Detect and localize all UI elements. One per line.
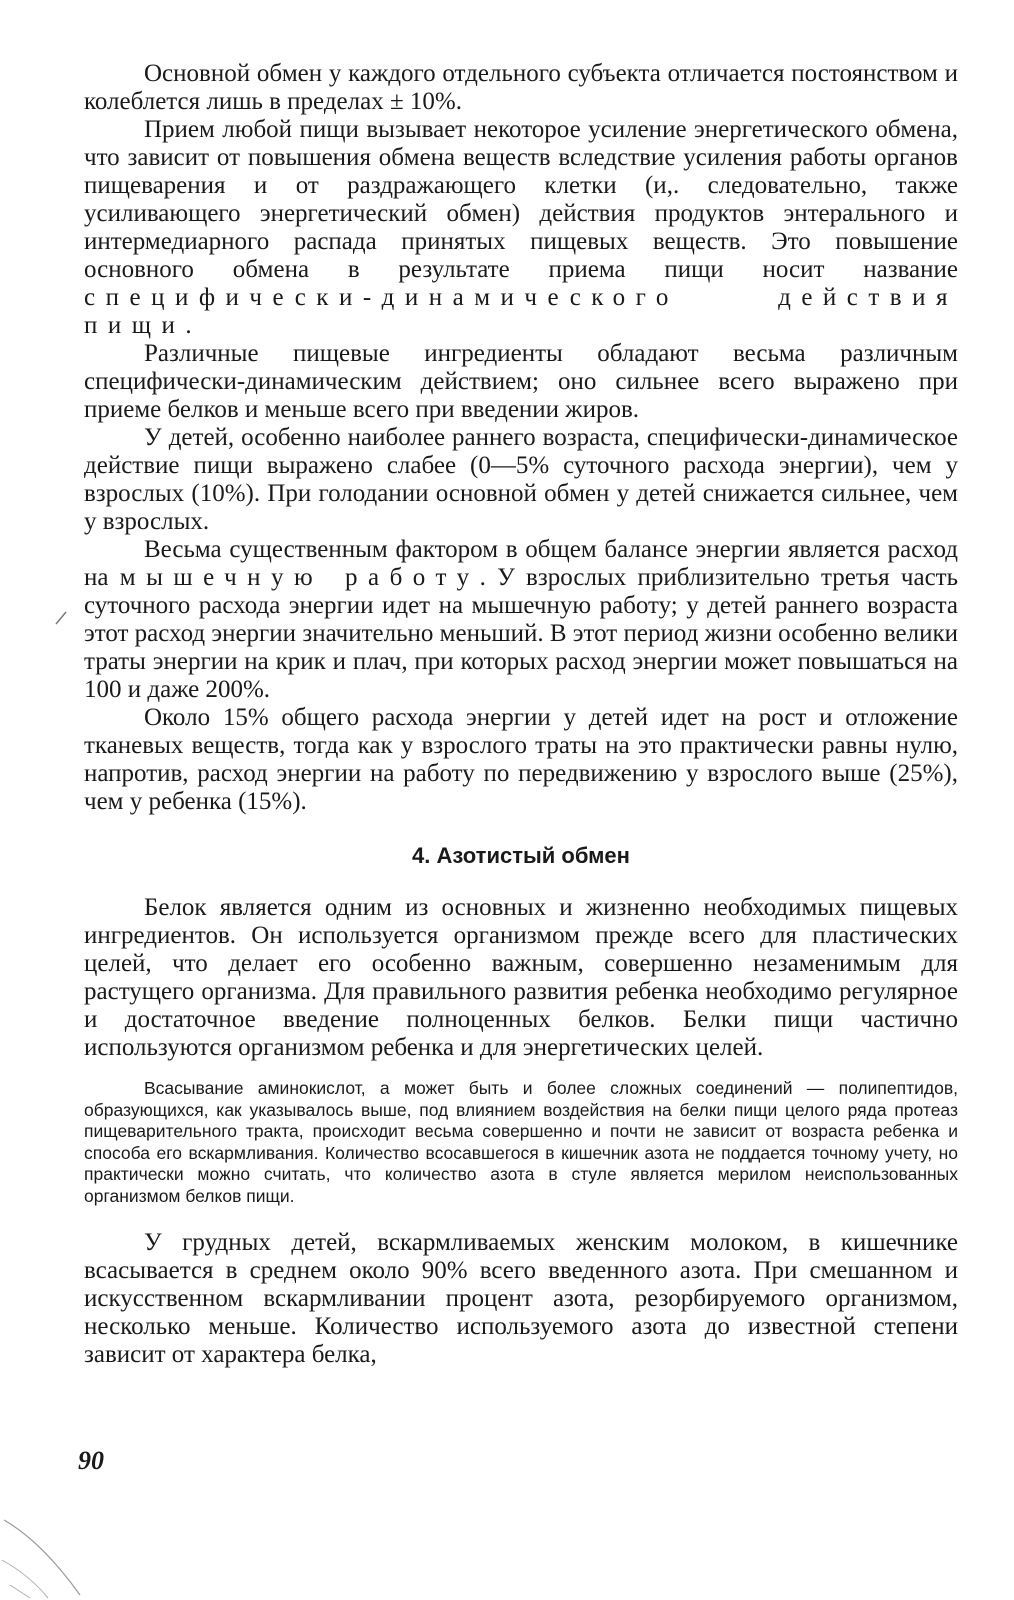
paragraph-growth-energy: Около 15% общего расхода энергии у детей идет на рост и отложение тканевых веществ, тогда как у взрослого траты на это практически равны нулю, напротив, расход энергии на работу по передвижению у взрослого выше (25%), чем у ребенка (15%). <box>84 704 958 815</box>
paragraph-text: Прием любой пищи вызывает некоторое усиление энергетического обмена, что зависит от повышения обмена веществ вследствие усиления работы органов пищеварения и от раздражающего клетки (и,. следовательно, также усиливающего энергетический обмен) действия продуктов энтерального и интермедиарного распада принятых пищевых веществ. Это повышение основного обмена в результате приема пищи носит название <box>84 116 958 283</box>
paragraph-protein: Белок является одним из основных и жизненно необходимых пищевых ингредиентов. Он используется организмом прежде всего для пластических целей, что делает его особенно важным, совершенно незаменимым для растущего организма. Для правильного развития ребенка необходимо регулярное и достаточное введение полноценных белков. Белки пищи частично используются организмом ребенка и для энергетических целей. <box>84 894 958 1061</box>
paragraph-text: Весьма существенным фактором в общем балансе энергии является расход на <box>84 536 958 591</box>
paragraph-muscle-work <box>84 536 958 704</box>
paragraph-text: . <box>185 312 192 339</box>
paragraph-basal-metabolism: Основной обмен у каждого отдельного субъекта отличается постоянством и колеблется лишь в пределах ± 10%. <box>84 60 958 115</box>
page-number: 90 <box>78 1446 104 1475</box>
book-page-body <box>84 60 958 1369</box>
scan-artifact-marks <box>0 1490 120 1600</box>
emphasis-term: специфически-динамического действия пищи <box>84 284 958 339</box>
paragraph-children: У детей, особенно наиболее раннего возраста, специфически-динамическое действие пищи выражено слабее (0—5% суточного расхода энергии), чем у взрослых (10%). При голодании основной обмен у детей снижается сильнее, чем у взрослых. <box>84 424 958 535</box>
section-heading: 4. Азотистый обмен <box>412 843 630 868</box>
scan-artifact-tick <box>52 608 72 628</box>
paragraph-ingredients: Различные пищевые ингредиенты обладают весьма различным специфически-динамическим действием; оно сильнее всего выражено при приеме белков и меньше всего при введении жиров. <box>84 340 958 423</box>
emphasis-term: мышечную работу <box>119 564 480 591</box>
paragraph-food-intake <box>84 116 958 340</box>
small-print-note: Всасывание аминокислот, а может быть и более сложных соединений — полипептидов, образующихся, как указывалось выше, под влиянием воздействия на белки пищи целого ряда протеаз пищеварительного тракта, происходит весьма совершенно и почти не зависит от возраста ребенка и способа его вскармливания. Количество всосавшегося в кишечник азота не поддается точному учету, но практически можно считать, что количество азота в стуле является мерилом неиспользованных организмом белков пищи. <box>84 1078 958 1206</box>
paragraph-text: . У взрослых приблизительно третья часть суточного расхода энергии идет на мышечную работу; у детей раннего возраста этот расход энергии значительно меньший. В этот период жизни особенно велики траты энергии на крик и плач, при которых расход энергии может повышаться на 100 и даже 200%. <box>84 564 959 703</box>
paragraph-nitrogen-absorption: У грудных детей, вскармливаемых женским молоком, в кишечнике всасывается в среднем около 90% всего введенного азота. При смешанном и искусственном вскармливании процент азота, резорбируемого организмом, несколько меньше. Количество используемого азота до известной степени зависит от характера белка, <box>84 1229 958 1368</box>
